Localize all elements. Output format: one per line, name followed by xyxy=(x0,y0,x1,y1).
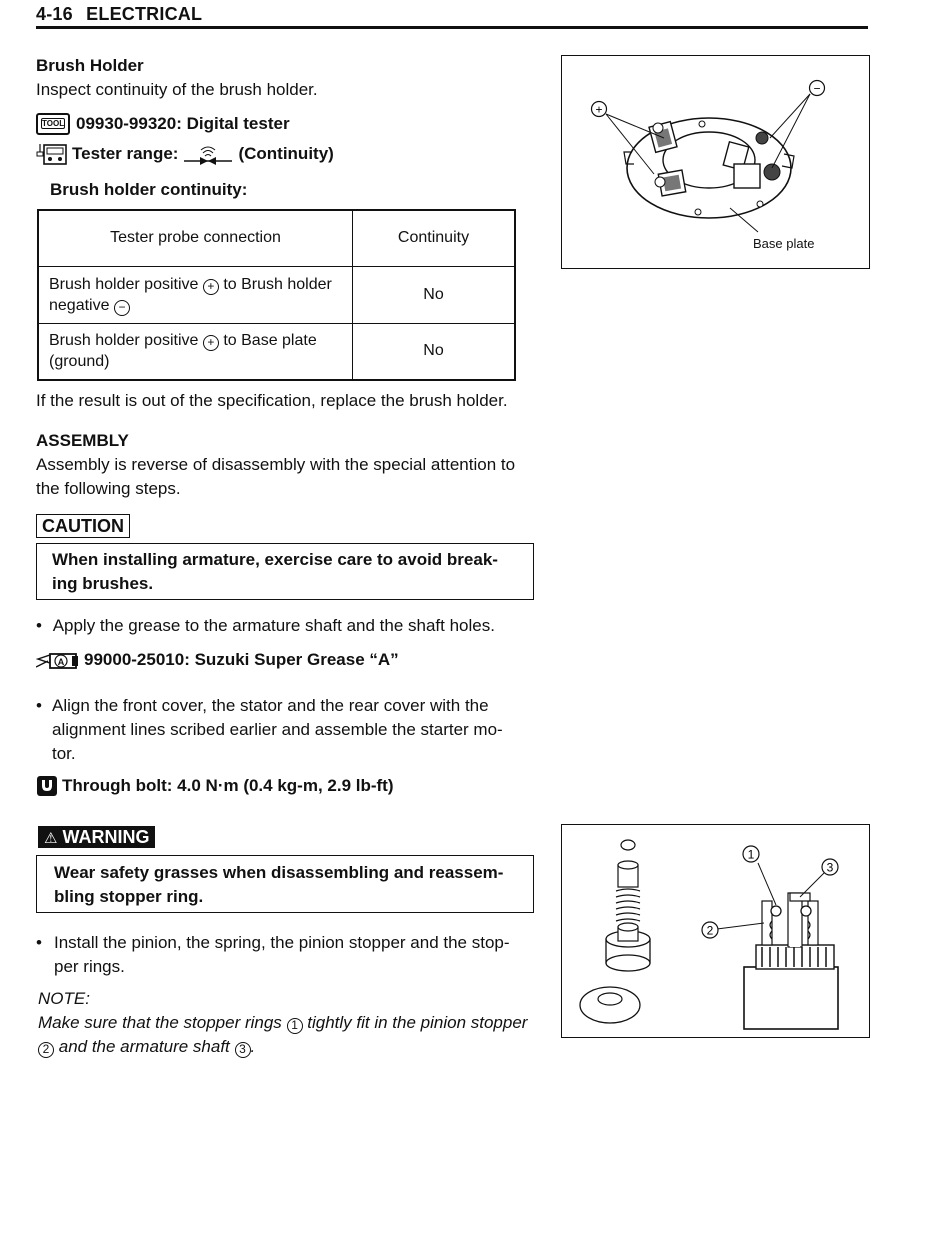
caution-box xyxy=(36,543,534,600)
caution-text-line-2: ing brushes. xyxy=(52,574,154,593)
svg-text:A: A xyxy=(57,657,65,667)
table-cell-value: No xyxy=(353,323,516,380)
warning-text-line-1: Wear safety grasses when disassembling and reassem- xyxy=(54,863,504,882)
page-number: 4-16 xyxy=(36,4,73,24)
tool-text: 09930-99320: Digital tester xyxy=(76,114,290,133)
callout-1-label: 1 xyxy=(747,847,755,862)
assembly-line-1: Assembly is reverse of disassembly with the special attention to xyxy=(36,455,516,474)
assembly-title: ASSEMBLY xyxy=(36,431,129,450)
range-value: (Continuity) xyxy=(238,144,334,163)
page-header xyxy=(36,4,868,29)
table-cell: Brush holder positive + to Base plate (ground) xyxy=(38,323,353,380)
brush-holder-drawing xyxy=(562,56,869,268)
bullet-pinion-line-1: Install the pinion, the spring, the pinion stopper and the stop- xyxy=(54,933,510,952)
note-label: NOTE: xyxy=(38,989,90,1008)
callout-2-label: 2 xyxy=(706,923,714,938)
result-text: If the result is out of the specification, replace the brush holder. xyxy=(36,391,508,410)
bullet-pinion xyxy=(36,931,536,979)
brush-holder-figure xyxy=(561,55,870,269)
bullet-mark: • xyxy=(36,933,42,952)
plus-symbol: + xyxy=(203,279,219,295)
plus-callout: + xyxy=(595,102,603,117)
table-row xyxy=(38,266,515,323)
pinion-assembly-drawing xyxy=(562,825,869,1037)
table-cell-value: No xyxy=(353,266,516,323)
grease-gun-icon xyxy=(36,647,80,673)
table-title: Brush holder continuity: xyxy=(50,180,248,199)
tester-icon xyxy=(36,142,68,166)
table-header-row xyxy=(38,210,515,266)
base-plate-label: Base plate xyxy=(753,236,815,251)
warning-box xyxy=(36,855,534,913)
table-row xyxy=(38,323,515,380)
tool-icon: TOOL xyxy=(36,113,70,135)
continuity-symbol-icon xyxy=(182,142,234,166)
assembly-line-2: the following steps. xyxy=(36,479,181,498)
bullet-align xyxy=(36,694,536,766)
brush-holder-intro: Inspect continuity of the brush holder. xyxy=(36,80,318,99)
minus-symbol: − xyxy=(114,300,130,316)
table-header-cell: Continuity xyxy=(353,210,516,266)
bullet-grease xyxy=(36,614,495,638)
grease-line xyxy=(36,647,399,673)
bullet-mark: • xyxy=(36,616,42,635)
callout-2: 2 xyxy=(38,1042,54,1058)
bullet-align-line-1: Align the front cover, the stator and the rear cover with the xyxy=(52,696,489,715)
tester-range-line xyxy=(36,142,334,166)
note-line-1: Make sure that the stopper rings 1 tightly fit in the pinion stopper xyxy=(38,1013,528,1032)
table-cell: Brush holder positive + to Brush holder negative − xyxy=(38,266,353,323)
grease-text: 99000-25010: Suzuki Super Grease “A” xyxy=(84,650,399,669)
bullet-pinion-line-2: per rings. xyxy=(54,957,125,976)
warning-triangle-icon: ⚠ xyxy=(44,830,58,847)
warning-label: ⚠ WARNING xyxy=(38,826,155,848)
caution-label: CAUTION xyxy=(36,514,130,538)
torque-line xyxy=(36,774,394,798)
continuity-table xyxy=(37,209,516,381)
note-line-2: 2 and the armature shaft 3 . xyxy=(38,1035,255,1059)
bullet-grease-text: Apply the grease to the armature shaft and the shaft holes. xyxy=(52,616,495,635)
callout-3: 3 xyxy=(235,1042,251,1058)
pinion-assembly-figure xyxy=(561,824,870,1038)
callout-1: 1 xyxy=(287,1018,303,1034)
range-label: Tester range: xyxy=(72,144,179,163)
bullet-align-line-2: alignment lines scribed earlier and assemble the starter mo- xyxy=(52,720,503,739)
brush-holder-title: Brush Holder xyxy=(36,56,144,75)
warning-text-line-2: bling stopper ring. xyxy=(54,887,204,906)
bullet-mark: • xyxy=(36,696,42,715)
minus-callout: − xyxy=(813,81,821,96)
caution-text-line-1: When installing armature, exercise care to avoid break- xyxy=(52,550,498,569)
callout-3-label: 3 xyxy=(826,860,834,875)
bullet-align-line-3: tor. xyxy=(52,744,76,763)
table-header-cell: Tester probe connection xyxy=(38,210,353,266)
torque-wrench-icon xyxy=(36,775,58,797)
tool-line xyxy=(36,112,290,136)
section-title: ELECTRICAL xyxy=(86,4,203,24)
plus-symbol: + xyxy=(203,335,219,351)
torque-text: Through bolt: 4.0 N·m (0.4 kg-m, 2.9 lb-ft) xyxy=(62,776,394,795)
